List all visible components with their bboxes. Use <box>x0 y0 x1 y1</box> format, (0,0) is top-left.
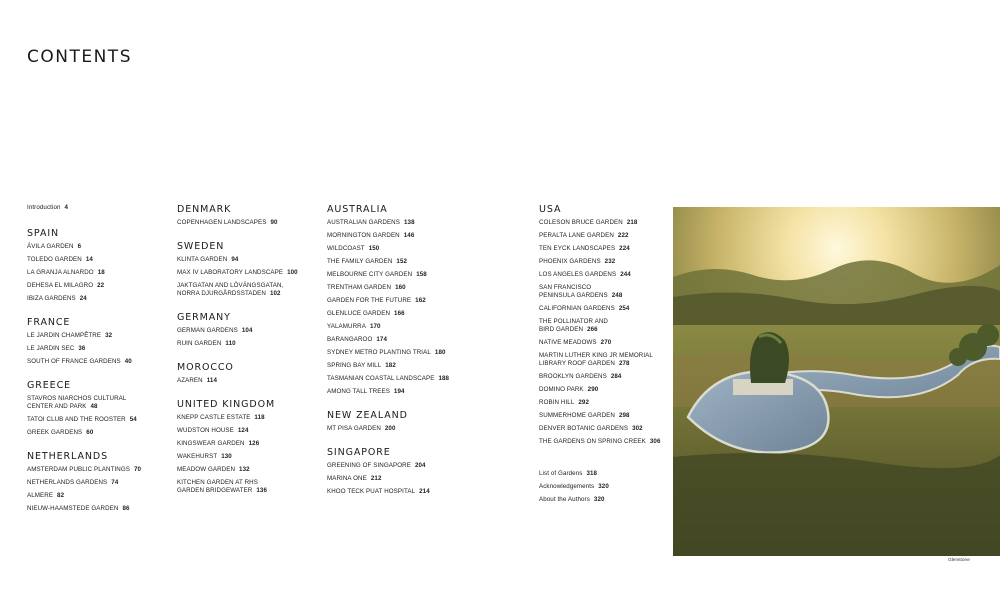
entry-label: About the Authors <box>539 496 590 503</box>
entry-page: 166 <box>394 310 405 317</box>
entry-label: SUMMERHOME GARDEN <box>539 412 615 419</box>
entry-label: PERALTA LANE GARDEN <box>539 232 614 239</box>
entry-label: MELBOURNE CITY GARDEN <box>327 271 413 278</box>
entry-label: WUDSTON HOUSE <box>177 427 234 434</box>
section-heading: SINGAPORE <box>327 447 391 458</box>
toc-entry[interactable] <box>539 438 669 446</box>
garden-photo <box>673 207 1000 556</box>
section-entry-list <box>27 466 172 513</box>
entry-page: 200 <box>384 425 396 432</box>
entry-label: BARANGAROO <box>327 336 373 343</box>
entry-label: NETHERLANDS GARDENS <box>27 479 108 486</box>
entry-label: MARTIN LUTHER KING JR MEMORIAL LIBRARY ROOF GARDEN <box>539 352 653 367</box>
entry-page: 298 <box>618 412 630 419</box>
entry-label: RUIN GARDEN <box>177 340 222 347</box>
section-heading: GREECE <box>27 380 72 391</box>
entry-label: MT PISA GARDEN <box>327 425 381 432</box>
section-entry-list <box>177 256 325 298</box>
entry-page: 136 <box>256 487 267 494</box>
toc-entry[interactable] <box>539 412 669 420</box>
entry-label: LE JARDIN SEC <box>27 345 75 352</box>
entry-label: IBIZA GARDENS <box>27 295 76 302</box>
toc-entry[interactable] <box>539 386 669 394</box>
entry-page: 138 <box>403 219 415 226</box>
toc-entry[interactable] <box>27 505 172 513</box>
entry-label: THE FAMILY GARDEN <box>327 258 393 265</box>
section-entry-list <box>177 327 325 348</box>
toc-entry[interactable] <box>539 219 669 227</box>
entry-page: 124 <box>237 427 249 434</box>
entry-page: 222 <box>617 232 629 239</box>
toc-entry[interactable] <box>539 425 669 433</box>
toc-section <box>177 399 325 495</box>
toc-column-3 <box>327 204 532 501</box>
toc-entry[interactable] <box>27 282 172 290</box>
entry-page: 306 <box>649 438 661 445</box>
entry-label: MEADOW GARDEN <box>177 466 236 473</box>
toc-column-1 <box>27 204 172 518</box>
toc-entry[interactable] <box>539 352 669 368</box>
entry-label: WILDCOAST <box>327 245 365 252</box>
entry-page: 18 <box>97 269 105 276</box>
entry-label: Acknowledgements <box>539 483 595 490</box>
entry-label: ROBIN HILL <box>539 399 575 406</box>
entry-label: TEN EYCK LANDSCAPES <box>539 245 616 252</box>
toc-section <box>327 447 532 496</box>
entry-page: 152 <box>396 258 408 265</box>
toc-section <box>27 317 172 366</box>
entry-page: 126 <box>248 440 260 447</box>
toc-entry[interactable] <box>27 269 172 277</box>
entry-label: TOLEDO GARDEN <box>27 256 82 263</box>
entry-label: AMONG TALL TREES <box>327 388 390 395</box>
entry-label: TRENTHAM GARDEN <box>327 284 392 291</box>
entry-page: 70 <box>134 466 142 473</box>
entry-label: KHOO TECK PUAT HOSPITAL <box>327 488 416 495</box>
toc-entry[interactable] <box>27 429 172 437</box>
entry-page: 302 <box>632 425 643 432</box>
toc-section <box>177 204 325 227</box>
section-entry-list <box>177 414 325 495</box>
toc-entry[interactable] <box>177 377 325 385</box>
toc-entry[interactable] <box>327 284 532 292</box>
section-heading: NEW ZEALAND <box>327 410 408 421</box>
section-heading: GERMANY <box>177 312 231 323</box>
toc-entry[interactable] <box>539 373 669 381</box>
section-heading: AUSTRALIA <box>327 204 388 215</box>
toc-entry-introduction[interactable] <box>27 204 172 212</box>
toc-section <box>177 241 325 298</box>
toc-section <box>27 380 172 437</box>
entry-page: 6 <box>77 243 82 250</box>
entry-page: 94 <box>231 256 239 263</box>
toc-entry[interactable] <box>539 245 669 253</box>
entry-page: 224 <box>619 245 630 252</box>
section-heading: FRANCE <box>27 317 71 328</box>
toc-section <box>539 204 669 446</box>
entry-label: KLINTA GARDEN <box>177 256 228 263</box>
entry-label: KINGSWEAR GARDEN <box>177 440 245 447</box>
toc-entry[interactable] <box>539 318 669 334</box>
back-matter-entry[interactable] <box>539 496 669 504</box>
entry-page: 102 <box>269 290 281 297</box>
entry-page: 132 <box>239 466 250 473</box>
entry-label: TASMANIAN COASTAL LANDSCAPE <box>327 375 435 382</box>
toc-entry[interactable] <box>177 466 325 474</box>
entry-page: 146 <box>403 232 415 239</box>
toc-entry[interactable] <box>327 258 532 266</box>
entry-page: 32 <box>105 332 113 339</box>
entry-label: ALMERE <box>27 492 54 499</box>
entry-label: DENVER BOTANIC GARDENS <box>539 425 629 432</box>
section-entry-list <box>539 219 669 446</box>
entry-page: 170 <box>369 323 381 330</box>
entry-page: 74 <box>111 479 119 486</box>
entry-label: Introduction <box>27 204 61 211</box>
entry-page: 266 <box>587 326 598 333</box>
toc-column-2 <box>177 204 325 500</box>
entry-page: 290 <box>587 386 599 393</box>
entry-page: 214 <box>419 488 430 495</box>
toc-section <box>327 410 532 433</box>
entry-page: 248 <box>611 292 623 299</box>
entry-page: 270 <box>600 339 612 346</box>
toc-entry[interactable] <box>327 219 532 227</box>
toc-entry[interactable] <box>327 475 532 483</box>
section-entry-list <box>327 425 532 433</box>
section-heading: UNITED KINGDOM <box>177 399 276 410</box>
entry-page: 114 <box>206 377 217 384</box>
entry-page: 180 <box>434 349 446 356</box>
toc-entry[interactable] <box>27 295 172 303</box>
entry-page: 320 <box>598 483 609 490</box>
entry-page: 22 <box>97 282 105 289</box>
entry-page: 24 <box>79 295 87 302</box>
column-sections <box>539 204 669 446</box>
entry-label: COPENHAGEN LANDSCAPES <box>177 219 267 226</box>
entry-page: 244 <box>620 271 631 278</box>
toc-entry[interactable] <box>177 256 325 264</box>
toc-entry[interactable] <box>539 258 669 266</box>
entry-label: SOUTH OF FRANCE GARDENS <box>27 358 121 365</box>
toc-column-4 <box>539 204 669 509</box>
garden-landscape-image <box>673 207 1000 556</box>
column-sections <box>327 204 532 496</box>
entry-page: 4 <box>64 204 69 211</box>
entry-label: LA GRANJA ALNARDO <box>27 269 94 276</box>
toc-entry[interactable] <box>327 336 532 344</box>
section-heading: SPAIN <box>27 228 60 239</box>
entry-label: KNEPP CASTLE ESTATE <box>177 414 251 421</box>
entry-label: DOMINO PARK <box>539 386 584 393</box>
entry-label: JAKTGATAN AND LÖVÄNGSGATAN, NORRA DJURGÅRDSSTADEN <box>177 282 284 297</box>
entry-label: MARINA ONE <box>327 475 367 482</box>
toc-entry[interactable] <box>327 232 532 240</box>
entry-page: 36 <box>78 345 86 352</box>
toc-entry[interactable] <box>327 388 532 396</box>
entry-page: 118 <box>254 414 265 421</box>
toc-entry[interactable] <box>27 492 172 500</box>
section-entry-list <box>27 332 172 366</box>
toc-entry[interactable] <box>27 345 172 353</box>
entry-page: 174 <box>376 336 387 343</box>
entry-page: 160 <box>395 284 406 291</box>
intro-entry-list <box>27 204 172 212</box>
toc-entry[interactable] <box>539 399 669 407</box>
toc-entry[interactable] <box>327 488 532 496</box>
entry-page: 150 <box>368 245 380 252</box>
entry-label: SPRING BAY MILL <box>327 362 382 369</box>
entry-label: THE GARDENS ON SPRING CREEK <box>539 438 646 445</box>
entry-label: TATOI CLUB AND THE ROOSTER <box>27 416 126 423</box>
toc-section <box>27 451 172 513</box>
toc-entry[interactable] <box>539 271 669 279</box>
toc-entry[interactable] <box>539 284 669 300</box>
toc-entry[interactable] <box>327 375 532 383</box>
entry-label: AZAREN <box>177 377 203 384</box>
entry-label: LOS ANGELES GARDENS <box>539 271 617 278</box>
toc-section <box>27 228 172 303</box>
toc-entry[interactable] <box>177 340 325 348</box>
toc-entry[interactable] <box>327 323 532 331</box>
entry-label: GARDEN FOR THE FUTURE <box>327 297 412 304</box>
toc-entry[interactable] <box>27 256 172 264</box>
entry-label: NIEUW-HAAMSTEDE GARDEN <box>27 505 119 512</box>
entry-label: STAVROS NIARCHOS CULTURAL CENTER AND PARK <box>27 395 127 410</box>
toc-entry[interactable] <box>177 427 325 435</box>
toc-section <box>177 312 325 348</box>
page-title: CONTENTS <box>27 47 132 67</box>
entry-label: THE POLLINATOR AND BIRD GARDEN <box>539 318 608 333</box>
toc-entry[interactable] <box>177 479 325 495</box>
entry-page: 40 <box>124 358 132 365</box>
toc-entry[interactable] <box>27 243 172 251</box>
toc-entry[interactable] <box>27 358 172 366</box>
entry-page: 204 <box>414 462 426 469</box>
entry-page: 182 <box>385 362 396 369</box>
toc-entry[interactable] <box>327 462 532 470</box>
toc-entry[interactable] <box>177 440 325 448</box>
entry-page: 100 <box>287 269 298 276</box>
entry-label: WAKEHURST <box>177 453 218 460</box>
toc-entry[interactable] <box>327 362 532 370</box>
toc-entry[interactable] <box>539 339 669 347</box>
entry-label: GERMAN GARDENS <box>177 327 238 334</box>
section-entry-list <box>327 219 532 396</box>
toc-entry[interactable] <box>327 310 532 318</box>
toc-entry[interactable] <box>177 453 325 461</box>
column-sections <box>27 228 172 513</box>
entry-page: 278 <box>618 360 630 367</box>
entry-label: AMSTERDAM PUBLIC PLANTINGS <box>27 466 130 473</box>
toc-entry[interactable] <box>177 414 325 422</box>
entry-page: 158 <box>416 271 427 278</box>
toc-entry[interactable] <box>27 416 172 424</box>
entry-page: 48 <box>90 403 98 410</box>
toc-entry[interactable] <box>327 349 532 357</box>
entry-label: List of Gardens <box>539 470 583 477</box>
entry-label: MORNINGTON GARDEN <box>327 232 400 239</box>
entry-label: NATIVE MEADOWS <box>539 339 597 346</box>
entry-page: 90 <box>270 219 278 226</box>
entry-label: COLESON BRUCE GARDEN <box>539 219 623 226</box>
toc-entry[interactable] <box>27 332 172 340</box>
toc-entry[interactable] <box>177 269 325 277</box>
toc-entry[interactable] <box>539 232 669 240</box>
section-heading: NETHERLANDS <box>27 451 109 462</box>
toc-section <box>177 362 325 385</box>
toc-entry[interactable] <box>177 282 325 298</box>
entry-label: DEHESA EL MILAGRO <box>27 282 94 289</box>
entry-page: 14 <box>85 256 93 263</box>
toc-entry[interactable] <box>327 271 532 279</box>
entry-label: YALAMURRA <box>327 323 366 330</box>
entry-page: 212 <box>370 475 382 482</box>
entry-page: 292 <box>578 399 590 406</box>
back-matter-list <box>539 470 669 504</box>
entry-page: 284 <box>610 373 622 380</box>
entry-label: SAN FRANCISCO PENINSULA GARDENS <box>539 284 608 299</box>
toc-entry[interactable] <box>27 395 172 411</box>
section-entry-list <box>177 219 325 227</box>
entry-label: GREEK GARDENS <box>27 429 83 436</box>
toc-entry[interactable] <box>539 305 669 313</box>
section-entry-list <box>327 462 532 496</box>
toc-entry[interactable] <box>327 425 532 433</box>
entry-label: GREENING OF SINGAPORE <box>327 462 411 469</box>
entry-label: AUSTRALIAN GARDENS <box>327 219 400 226</box>
column-sections <box>177 204 325 495</box>
entry-page: 194 <box>393 388 405 395</box>
entry-label: CALIFORNIAN GARDENS <box>539 305 615 312</box>
entry-page: 130 <box>221 453 232 460</box>
toc-entry[interactable] <box>327 297 532 305</box>
entry-label: MAX IV LABORATORY LANDSCAPE <box>177 269 284 276</box>
entry-page: 86 <box>122 505 130 512</box>
entry-label: GLENLUCE GARDEN <box>327 310 391 317</box>
section-heading: MOROCCO <box>177 362 234 373</box>
toc-entry[interactable] <box>27 479 172 487</box>
entry-page: 54 <box>129 416 137 423</box>
entry-label: SYDNEY METRO PLANTING TRIAL <box>327 349 431 356</box>
back-matter-entry[interactable] <box>539 483 669 491</box>
entry-page: 104 <box>241 327 253 334</box>
entry-label: KITCHEN GARDEN AT RHS GARDEN BRIDGEWATER <box>177 479 258 494</box>
entry-label: ÁVILA GARDEN <box>27 243 74 250</box>
section-heading: USA <box>539 204 562 215</box>
entry-page: 82 <box>57 492 65 499</box>
back-matter-entry[interactable] <box>539 470 669 478</box>
toc-entry[interactable] <box>327 245 532 253</box>
section-heading: SWEDEN <box>177 241 225 252</box>
toc-entry[interactable] <box>27 466 172 474</box>
toc-entry[interactable] <box>177 327 325 335</box>
section-heading: DENMARK <box>177 204 232 215</box>
entry-page: 232 <box>604 258 616 265</box>
entry-page: 318 <box>586 470 598 477</box>
section-entry-list <box>27 395 172 437</box>
entry-label: PHOENIX GARDENS <box>539 258 601 265</box>
entry-page: 218 <box>626 219 638 226</box>
entry-label: LE JARDIN CHAMPÊTRE <box>27 332 102 339</box>
section-entry-list <box>27 243 172 303</box>
entry-page: 254 <box>618 305 630 312</box>
entry-page: 110 <box>225 340 236 347</box>
entry-page: 162 <box>415 297 426 304</box>
entry-page: 188 <box>438 375 450 382</box>
entry-page: 320 <box>593 496 605 503</box>
toc-section <box>327 204 532 396</box>
entry-label: BROOKLYN GARDENS <box>539 373 607 380</box>
toc-entry[interactable] <box>177 219 325 227</box>
photo-caption: Glenstone <box>948 558 970 563</box>
section-entry-list <box>177 377 325 385</box>
entry-page: 60 <box>86 429 94 436</box>
